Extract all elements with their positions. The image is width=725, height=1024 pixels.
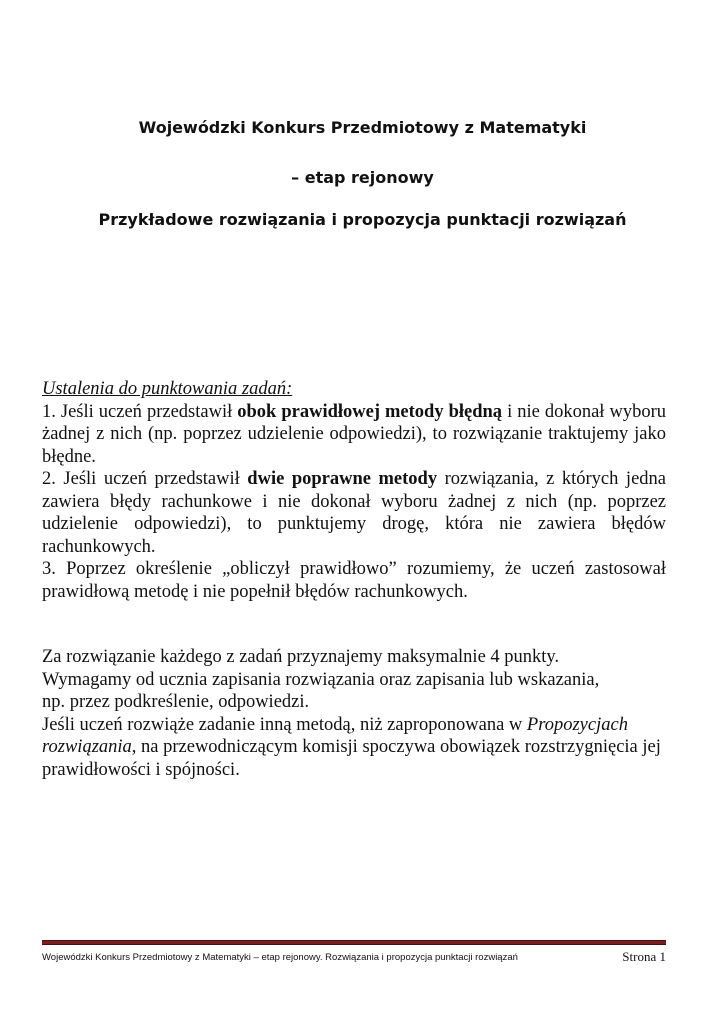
scoring-rules-heading-text: Ustalenia do punktowania zadań: (42, 379, 293, 399)
rule-1-text-a: 1. Jeśli uczeń przedstawił (42, 401, 238, 422)
info-line-3: np. przez podkreślenie, odpowiedzi. (42, 692, 310, 712)
footer-document-title: Wojewódzki Konkurs Przedmiotowy z Matematyki – etap rejonowy. Rozwiązania i propozycja punktacji rozwiązań (42, 952, 518, 963)
title-line-2: – etap rejonowy (291, 168, 434, 187)
rule-1 (42, 401, 666, 469)
rule-2-text-a: 2. Jeśli uczeń przedstawił (42, 469, 248, 489)
title-line-1: Wojewódzki Konkurs Przedmiotowy z Matematyki (138, 118, 587, 137)
rule-2-text-c: rozwiązania, z których jedna zawiera błędy rachunkowe i nie dokonał wyboru żadnej z nich (np. poprzez udzielenie odpowiedzi), to punktujemy drogę, która nie zawiera błędów rachunkowych. (42, 469, 666, 557)
info-line-4-text-a: Jeśli uczeń rozwiąże zadanie inną metodą, niż zaproponowana w (42, 714, 527, 735)
rule-2-text-bold: dwie poprawne metody (247, 469, 438, 489)
rule-2 (42, 468, 666, 558)
rule-1-text-bold: obok prawidłowej metody błędną (237, 401, 503, 422)
rule-1-text-c: i nie dokonał wyboru żadnej z nich (np. poprzez udzielenie odpowiedzi), to rozwiązanie traktujemy jako błędne. (42, 401, 666, 467)
footer-divider (42, 940, 666, 945)
info-line-2: Wymagamy od ucznia zapisania rozwiązania oraz zapisania lub wskazania, (42, 669, 600, 690)
info-line-4-text-c: , na przewodniczącym komisji spoczywa obowiązek rozstrzygnięcia jej prawidłowości i spójności. (42, 737, 661, 780)
general-info-section (42, 646, 666, 781)
rule-3-text: 3. Poprzez określenie „obliczył prawidłowo” rozumiemy, że uczeń zastosował prawidłową metodę i nie popełnił błędów rachunkowych. (42, 559, 666, 602)
footer-page-number: Strona 1 (622, 949, 666, 964)
scoring-rules-heading (42, 378, 666, 401)
rule-3 (42, 558, 666, 603)
page-footer (42, 951, 666, 969)
scoring-rules-section (42, 378, 666, 603)
info-line-4-text-italic: Propozycjach rozwiązania (42, 714, 628, 757)
title-line-3: Przykładowe rozwiązania i propozycja punktacji rozwiązań (98, 210, 627, 229)
document-title-block (0, 118, 725, 230)
info-line-4 (42, 714, 666, 782)
info-line-1: Za rozwiązanie każdego z zadań przyznajemy maksymalnie 4 punkty. (42, 647, 560, 667)
